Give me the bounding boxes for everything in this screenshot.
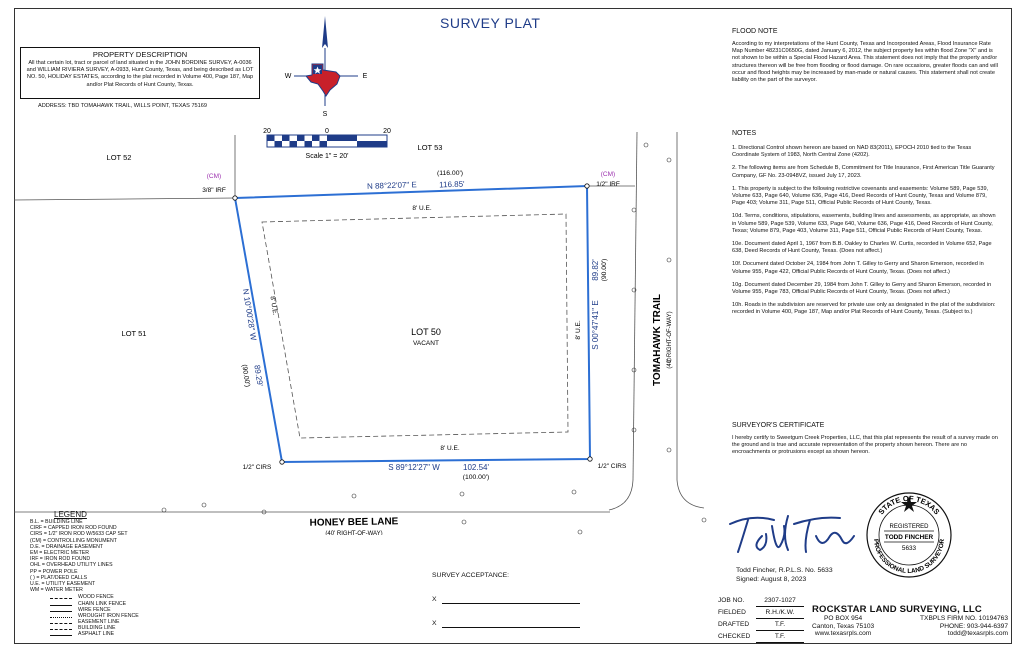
ne-monument-label: 1/2" IRF bbox=[596, 181, 620, 188]
south-distance: 102.54' bbox=[463, 463, 489, 472]
company-po: PO BOX 954 bbox=[824, 615, 863, 622]
south-record-distance: (100.00') bbox=[462, 474, 490, 481]
legend-line-symbol bbox=[50, 595, 72, 599]
east-record-distance: (90.00') bbox=[601, 258, 608, 282]
legend-item: CIRS = 1/2" IRON ROD W/5633 CAP SET bbox=[30, 531, 128, 538]
property-address: ADDRESS: TBD TOMAHAWK TRAIL, WILLS POINT, TEXAS 75169 bbox=[38, 103, 208, 109]
legend-line-symbol bbox=[50, 620, 72, 624]
note-item: 1. Directional Control shown hereon are based on NAD 83(2011), EPOCH 2010 tied to the Texas Coordinate System of 1983, North Central Zone (4202). bbox=[732, 145, 972, 159]
east-bearing: S 00°47'41" E bbox=[591, 300, 600, 350]
legend-line-symbol bbox=[50, 608, 72, 612]
compass-w-label: W bbox=[284, 73, 292, 80]
right-column bbox=[732, 28, 1000, 84]
north-arrow-compass bbox=[278, 14, 378, 120]
svg-text:0: 0 bbox=[325, 128, 329, 135]
scale-label: Scale 1" = 20' bbox=[305, 153, 349, 160]
svg-text:5633: 5633 bbox=[901, 545, 917, 552]
honey-bee-lane-label: HONEY BEE LANE bbox=[309, 516, 399, 529]
legend-item: WM = WATER METER bbox=[30, 587, 83, 594]
corner-monument-sw bbox=[280, 460, 284, 464]
legend-line-symbol bbox=[50, 614, 72, 618]
legend-line-item: WROUGHT IRON FENCE bbox=[30, 613, 180, 619]
legend-line-symbol bbox=[50, 602, 72, 606]
legend-item: ( ) = PLAT/DEED CALLS bbox=[30, 574, 88, 581]
property-description-box bbox=[20, 47, 260, 99]
west-bearing: N 10°00'28" W bbox=[240, 288, 258, 342]
surveyor-certificate bbox=[732, 422, 1000, 457]
tomahawk-trail-label: TOMAHAWK TRAIL bbox=[652, 293, 663, 387]
signed-date: Signed: August 8, 2023 bbox=[736, 576, 807, 583]
company-firm-no: TXBPLS FIRM NO. 10194763 bbox=[920, 615, 1008, 622]
legend-line-item: CHAIN LINK FENCE bbox=[30, 600, 180, 606]
north-record-distance: (116.00') bbox=[436, 170, 464, 177]
surveyor-signature bbox=[722, 506, 862, 562]
honey-bee-row-label: (40' RIGHT-OF-WAY) bbox=[325, 531, 383, 535]
company-web: www.texasrpls.com bbox=[814, 630, 872, 638]
signature-line-1 bbox=[442, 603, 580, 604]
svg-text:PROFESSIONAL LAND SURVEYOR: PROFESSIONAL LAND SURVEYOR bbox=[871, 538, 947, 576]
ue-top-label: 8' U.E. bbox=[412, 205, 432, 212]
legend-heading: LEGEND bbox=[54, 510, 87, 519]
legend-item: D.E. = DRAINAGE EASEMENT bbox=[30, 543, 104, 550]
legend-line-item: EASEMENT LINE bbox=[30, 619, 180, 625]
company-name: ROCKSTAR LAND SURVEYING, LLC bbox=[812, 604, 982, 615]
north-bearing: N 88°22'07" E bbox=[366, 180, 417, 191]
tomahawk-row-label: (40' RIGHT-OF-WAY) bbox=[667, 311, 673, 369]
south-bearing: S 89°12'27" W bbox=[388, 463, 440, 472]
lot-52-label: LOT 52 bbox=[106, 153, 132, 162]
utility-easement-line bbox=[262, 214, 568, 438]
east-distance: 89.82' bbox=[591, 259, 600, 281]
texas-map-icon bbox=[306, 64, 340, 96]
compass-s-label: S bbox=[322, 111, 328, 118]
ue-left-label: 8' U.E. bbox=[268, 295, 279, 316]
corner-monument-nw bbox=[233, 196, 237, 200]
legend-line-symbol bbox=[50, 626, 72, 630]
lot-50-status: VACANT bbox=[413, 340, 439, 347]
certificate-text: I hereby certify to Sweetgum Creek Properties, LLC, that this plat represents the result of a survey made on the ground and is true and accurate representation of the property shown hereon. There are no encroachments or protrusions except as shown hereon. bbox=[732, 435, 998, 456]
ue-right-label: 8' U.E. bbox=[575, 320, 582, 340]
lot-51-label: LOT 51 bbox=[121, 329, 147, 338]
survey-acceptance-x1: X bbox=[432, 596, 437, 603]
cm-left-label: (CM) bbox=[206, 173, 222, 180]
legend-line-item: BUILDING LINE bbox=[30, 625, 180, 631]
notes-heading: NOTES bbox=[732, 130, 757, 137]
company-email: todd@texasrpls.com bbox=[947, 630, 1008, 638]
surveyor-name: Todd Fincher, R.P.L.S. No. 5633 bbox=[736, 567, 833, 574]
surveyor-seal bbox=[864, 488, 954, 582]
west-record-distance: (90.00') bbox=[240, 363, 251, 388]
company-phone: PHONE: 903-944-6397 bbox=[939, 622, 1008, 630]
north-arrow-icon bbox=[322, 16, 328, 48]
property-description-text: All that certain lot, tract or parcel of land situated in the JOHN BORDINE SURVEY, A-0036 and WILLIAM RIVIERA SURVEY, A-0933, Hunt County, Texas, and being described as LOT NO. 50, HOLIDAY ESTATES, according to the plat recorded in Volume 400, Page 187, Map and/or Plat Records of Hunt County, Texas. bbox=[26, 60, 254, 88]
svg-text:REGISTERED: REGISTERED bbox=[889, 524, 929, 530]
lot-50-label: LOT 50 bbox=[411, 327, 441, 337]
legend-line-item: WOOD FENCE bbox=[30, 594, 180, 600]
west-distance: 89.29' bbox=[252, 364, 265, 387]
nw-monument-label: 3/8" IRF bbox=[202, 187, 226, 194]
svg-text:TODD FINCHER: TODD FINCHER bbox=[884, 534, 934, 541]
company-city: Canton, Texas 75103 bbox=[812, 622, 875, 630]
se-monument-label: 1/2" CIRS bbox=[597, 463, 627, 470]
legend-item: OHL = OVERHEAD UTILITY LINES bbox=[30, 562, 113, 569]
legend-item: (CM) = CONTROLLING MONUMENT bbox=[30, 537, 117, 544]
ue-bottom-label: 8' U.E. bbox=[440, 445, 460, 452]
svg-text:20: 20 bbox=[383, 128, 391, 135]
sw-monument-label: 1/2" CIRS bbox=[242, 464, 272, 471]
cm-right-label: (CM) bbox=[600, 171, 616, 178]
signature-line-2 bbox=[442, 627, 580, 628]
survey-acceptance-heading: SURVEY ACCEPTANCE: bbox=[432, 572, 510, 579]
legend-item: B.L. = BUILDING LINE bbox=[30, 519, 83, 526]
compass-e-label: E bbox=[362, 73, 368, 80]
legend-item: CIRF = CAPPED IRON ROD FOUND bbox=[30, 525, 117, 532]
legend-line-item: WIRE FENCE bbox=[30, 607, 180, 613]
notes-section bbox=[732, 130, 1000, 323]
survey-acceptance-x2: X bbox=[432, 620, 437, 627]
note-item: 10h. Roads in the subdivision are reserved for private use only as designated in the plat of the subdivision: recorded in Volume 400, Page 187, Map and/or Plat Records of Hunt County, Texas. (Subject to.) bbox=[732, 302, 996, 316]
legend-line-item: ASPHALT LINE bbox=[30, 631, 180, 637]
company-block bbox=[812, 604, 1008, 638]
plat-title: SURVEY PLAT bbox=[440, 15, 541, 31]
note-item: 10f. Document dated October 24, 1984 from John T. Gilley to Gerry and Sharon Emerson, recorded in Volume 955, Page 422, Official Public Records of Hunt County, Texas. (Does not affect.) bbox=[732, 261, 984, 275]
job-info: JOB NO. 2307-1027 FIELDED R.H./K.W. DRAFTED T.F. CHECKED T.F. bbox=[718, 595, 814, 643]
note-item: 10d. Terms, conditions, stipulations, easements, building lines and assessments, as appropriate, as shown in Volume 589, Page 539, Volume 633, Page 640, Volume 636, Page 416, Deed Records of Hunt County, Texas; Volume 879, Page 403, Volume 311, Page 511, Official Public Records of Hunt County, Texas. bbox=[732, 213, 996, 234]
legend-item: PP = POWER POLE bbox=[30, 568, 78, 575]
svg-text:20: 20 bbox=[263, 128, 271, 135]
legend bbox=[30, 510, 180, 638]
lot-53-label: LOT 53 bbox=[417, 143, 443, 152]
corner-monument-se bbox=[588, 457, 592, 461]
flood-note-text: According to my interpretations of the Hunt County, Texas and Incorporated Areas, Flood Insurance Rate Map Number 48231C0650G, dated January 6, 2012, the subject property lies within flood Zone "X" and is not shown to be within a Special Flood Hazard Area. This statement does not imply that the property and/or structures thereon will be free from flooding or flood damage. On rare occasions, greater floods can and will occur and flood heights may be increased by man-made or natural causes. This statement shall not create liability on the part of the surveyor. bbox=[732, 41, 998, 84]
legend-item: U.E. = UTILITY EASEMENT bbox=[30, 580, 96, 587]
legend-line-symbol bbox=[50, 632, 72, 636]
corner-monument-ne bbox=[585, 184, 589, 188]
svg-text:STATE OF TEXAS: STATE OF TEXAS bbox=[876, 493, 942, 517]
flood-note-heading: FLOOD NOTE bbox=[732, 28, 778, 35]
plat-drawing bbox=[14, 120, 720, 538]
legend-item: EM = ELECTRIC METER bbox=[30, 550, 89, 557]
property-description-heading: PROPERTY DESCRIPTION bbox=[92, 50, 188, 59]
note-item: 1. This property is subject to the following restrictive covenants and easements: Volume 589, Page 539, Volume 633, Page 640, Volume 636, Page 416, Deed Records of Hunt County, Texas and Volume 879, Page 403; Volume 311, Page 511, Official Public Records of Hunt County, Texas. bbox=[732, 185, 989, 207]
certificate-heading: SURVEYOR'S CERTIFICATE bbox=[732, 422, 825, 429]
note-item: 10e. Document dated April 1, 1967 from B.B. Oakley to Charles W. Curtis, recorded in Volume 652, Page 638, Deed Records of Hunt County, Texas. (Does not affect.) bbox=[732, 241, 992, 255]
lot-50-boundary bbox=[235, 186, 590, 462]
north-distance: 116.85' bbox=[439, 179, 465, 190]
note-item: 2. The following items are from Schedule B, Commitment for Title Insurance, First American Title Guaranty Company, GF No. 23-0948VZ, issued July 17, 2023. bbox=[732, 165, 995, 179]
note-item: 10g. Document dated December 29, 1984 from John T. Gilley to Gerry and Sharon Emerson, recorded in Volume 955, Page 783, Official Public Records of Hunt County, Texas. (Does not affect.) bbox=[732, 281, 992, 296]
legend-item: IRF = IRON ROD FOUND bbox=[30, 556, 91, 563]
